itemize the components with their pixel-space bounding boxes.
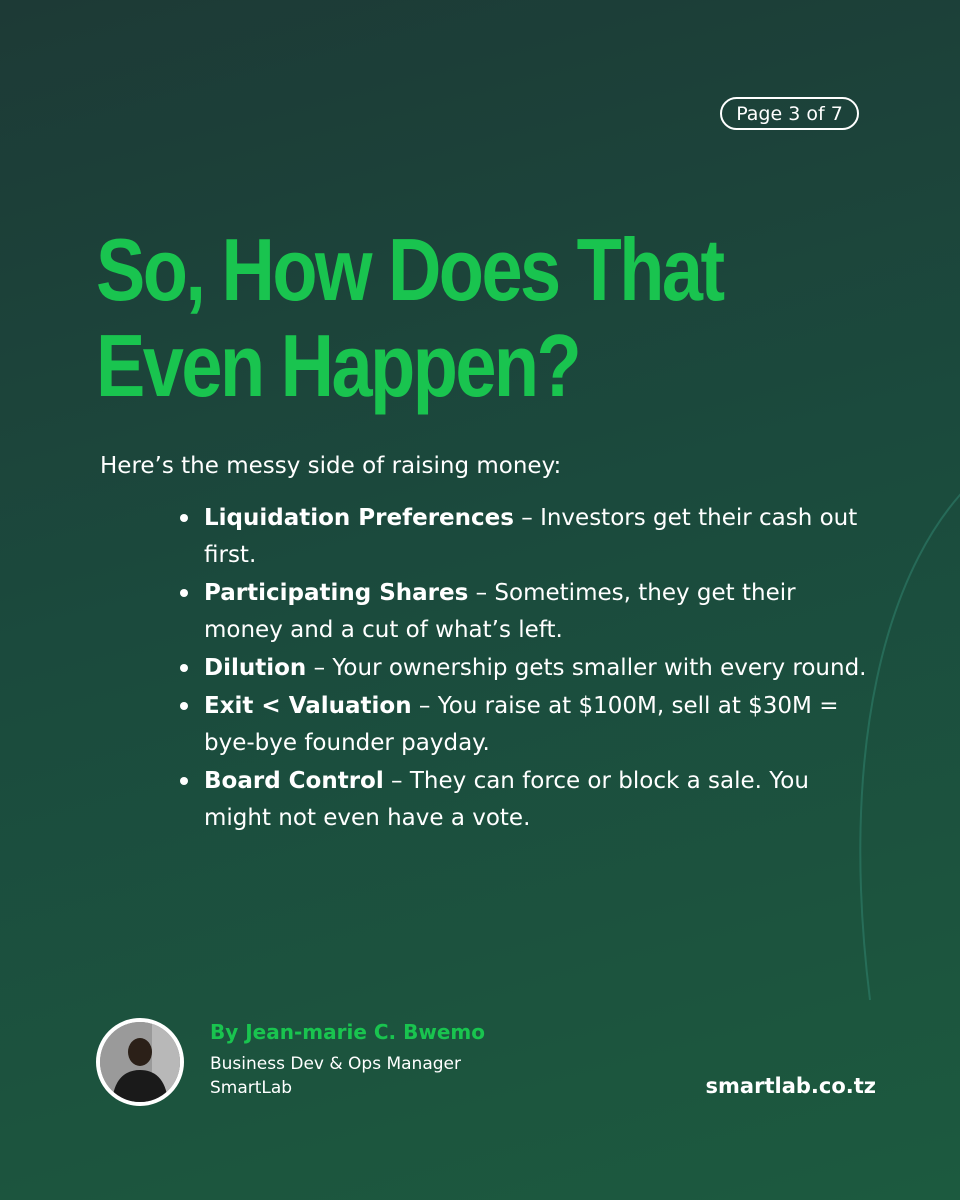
bullet-description: – Sometimes, they get their money and a cut of what’s left. [204, 580, 796, 643]
list-item [178, 763, 878, 837]
page-indicator: Page 3 of 7 [720, 97, 859, 130]
bullet-icon [180, 702, 188, 710]
bullet-description: – You raise at $100M, sell at $30M = bye-bye founder payday. [204, 693, 839, 756]
bullet-term: Exit < Valuation [204, 693, 412, 719]
author-name: By Jean-marie C. Bwemo [210, 1020, 485, 1044]
bullet-term: Dilution [204, 655, 307, 681]
list-item [178, 575, 878, 649]
bullet-term: Participating Shares [204, 580, 469, 606]
page-title-line-1: So, How Does That [96, 220, 723, 319]
author-role: Business Dev & Ops Manager [210, 1054, 461, 1074]
author-organization: SmartLab [210, 1078, 293, 1098]
bullet-icon [180, 777, 188, 785]
bullet-icon [180, 589, 188, 597]
bullet-icon [180, 664, 188, 672]
bullet-term: Liquidation Preferences [204, 505, 514, 531]
person-photo-icon [100, 1022, 180, 1102]
list-item [178, 650, 878, 687]
page-title-line-2: Even Happen? [96, 316, 580, 415]
page-title [96, 222, 734, 414]
intro-text: Here’s the messy side of raising money: [100, 453, 562, 479]
list-item [178, 500, 878, 574]
bullet-description: – They can force or block a sale. You might not even have a vote. [204, 768, 809, 831]
bullet-icon [180, 514, 188, 522]
website-link[interactable]: smartlab.co.tz [705, 1074, 876, 1098]
bullet-description: – Your ownership gets smaller with every round. [306, 655, 867, 681]
bullet-term: Board Control [204, 768, 384, 794]
list-item [178, 688, 878, 762]
bullet-description: – Investors get their cash out first. [204, 505, 858, 568]
avatar [96, 1018, 184, 1106]
bullet-list [178, 500, 878, 838]
